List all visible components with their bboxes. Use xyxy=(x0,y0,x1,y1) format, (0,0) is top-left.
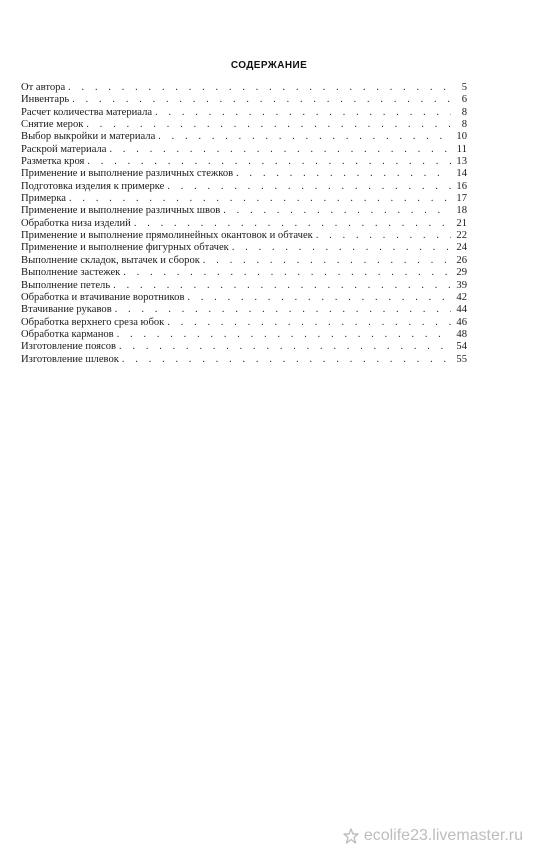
toc-entry-title: Изготовление шлевок xyxy=(21,353,119,365)
toc-entry-page: 54 xyxy=(456,341,467,353)
toc-leader-dots xyxy=(223,205,451,217)
toc-entry-page: 14 xyxy=(456,168,467,180)
toc-entry xyxy=(21,119,467,131)
toc-entry-title: Обработка верхнего среза юбок xyxy=(21,316,165,328)
toc-leader-dots xyxy=(167,181,451,193)
toc-leader-dots xyxy=(110,144,452,156)
toc-entry-page: 11 xyxy=(456,143,467,155)
toc-entry-title: Снятие мерок xyxy=(21,119,84,131)
toc-entry-page: 18 xyxy=(456,205,467,217)
toc-entry-page: 42 xyxy=(456,291,467,303)
toc-entry-page: 29 xyxy=(456,267,467,279)
toc-entry-page: 39 xyxy=(456,279,467,291)
toc-entry-title: Раскрой материала xyxy=(21,143,107,155)
toc-leader-dots xyxy=(232,242,451,254)
toc-leader-dots xyxy=(119,341,451,353)
toc-entry xyxy=(21,181,467,193)
toc-entry-page: 21 xyxy=(456,217,467,229)
toc-leader-dots xyxy=(236,168,451,180)
toc-entry xyxy=(21,107,467,119)
toc-entry xyxy=(21,131,467,143)
toc-entry-title: Изготовление поясов xyxy=(21,341,117,353)
toc-entry-title: Обработка низа изделий xyxy=(21,217,131,229)
toc-entry-title: Выполнение складок, вытачек и сборок xyxy=(21,254,200,266)
toc-entry-title: Расчет количества материала xyxy=(21,106,153,118)
toc-entry-title: Выполнение петель xyxy=(21,279,111,291)
toc-entry-title: Инвентарь xyxy=(21,94,70,106)
toc-leader-dots xyxy=(203,255,451,267)
toc-entry-title: Выбор выкройки и материала xyxy=(21,131,156,143)
toc-leader-dots xyxy=(316,230,451,242)
toc-entry xyxy=(21,329,467,341)
toc-entry-page: 17 xyxy=(456,193,467,205)
toc-leader-dots xyxy=(72,94,451,106)
toc-entry-title: Применение и выполнение различных швов xyxy=(21,205,221,217)
toc-entry xyxy=(21,242,467,254)
toc-entry xyxy=(21,156,467,168)
toc-entry-title: Обработка и втачивание воротников xyxy=(21,291,185,303)
toc-entry-page: 16 xyxy=(456,180,467,192)
toc-entry-page: 8 xyxy=(461,119,467,131)
toc-entry xyxy=(21,94,467,106)
toc-entry-title: Обработка карманов xyxy=(21,328,114,340)
toc-entry xyxy=(21,317,467,329)
livemaster-logo-icon xyxy=(343,828,359,844)
toc-leader-dots xyxy=(113,280,451,292)
toc-entry-page: 10 xyxy=(456,131,467,143)
toc-leader-dots xyxy=(158,131,451,143)
toc-entry xyxy=(21,292,467,304)
toc-leader-dots xyxy=(155,107,451,119)
toc-leader-dots xyxy=(123,267,451,279)
toc-entry-page: 22 xyxy=(456,230,467,242)
toc-entry xyxy=(21,218,467,230)
toc-entry-title: Выполнение застежек xyxy=(21,267,121,279)
toc-entry-page: 44 xyxy=(456,304,467,316)
toc-leader-dots xyxy=(68,82,451,94)
toc-leader-dots xyxy=(117,329,451,341)
toc-entry-page: 5 xyxy=(461,82,467,93)
toc-leader-dots xyxy=(69,193,451,205)
toc-leader-dots xyxy=(167,317,451,329)
toc-entry xyxy=(21,144,467,156)
toc-entry xyxy=(21,193,467,205)
toc-entry-title: Разметка кроя xyxy=(21,156,85,168)
toc-leader-dots xyxy=(122,354,451,366)
toc-entry xyxy=(21,304,467,316)
toc-leader-dots xyxy=(87,156,451,168)
toc-entry xyxy=(21,230,467,242)
toc-entry-title: Подготовка изделия к примерке xyxy=(21,180,165,192)
toc-entry xyxy=(21,168,467,180)
toc-entry-title: От автора xyxy=(21,82,66,93)
toc-entry xyxy=(21,205,467,217)
toc-entry-page: 8 xyxy=(461,106,467,118)
toc-entry-page: 13 xyxy=(456,156,467,168)
toc-leader-dots xyxy=(134,218,451,230)
toc-entry xyxy=(21,267,467,279)
toc-entry-page: 24 xyxy=(456,242,467,254)
toc-leader-dots xyxy=(187,292,451,304)
table-of-contents xyxy=(21,82,467,366)
toc-entry xyxy=(21,341,467,353)
watermark xyxy=(343,827,523,845)
toc-entry-page: 26 xyxy=(456,254,467,266)
toc-entry xyxy=(21,354,467,366)
toc-entry-title: Втачивание рукавов xyxy=(21,304,112,316)
toc-entry-page: 46 xyxy=(456,316,467,328)
toc-entry-title: Примерка xyxy=(21,193,67,205)
toc-entry xyxy=(21,280,467,292)
toc-leader-dots xyxy=(115,304,451,316)
watermark-text: ecolife23.livemaster.ru xyxy=(363,827,523,844)
toc-entry xyxy=(21,255,467,267)
toc-entry-page: 6 xyxy=(461,94,467,106)
toc-entry-page: 55 xyxy=(456,353,467,365)
toc-entry-page: 48 xyxy=(456,328,467,340)
toc-leader-dots xyxy=(86,119,451,131)
toc-entry-title: Применение и выполнение фигурных обтачек xyxy=(21,242,229,254)
toc-entry-title: Применение и выполнение различных стежков xyxy=(21,168,234,180)
page-title: СОДЕРЖАНИЕ xyxy=(230,60,308,71)
toc-entry-title: Применение и выполнение прямолинейных окантовок и обтачек xyxy=(21,230,313,242)
toc-entry xyxy=(21,82,467,94)
